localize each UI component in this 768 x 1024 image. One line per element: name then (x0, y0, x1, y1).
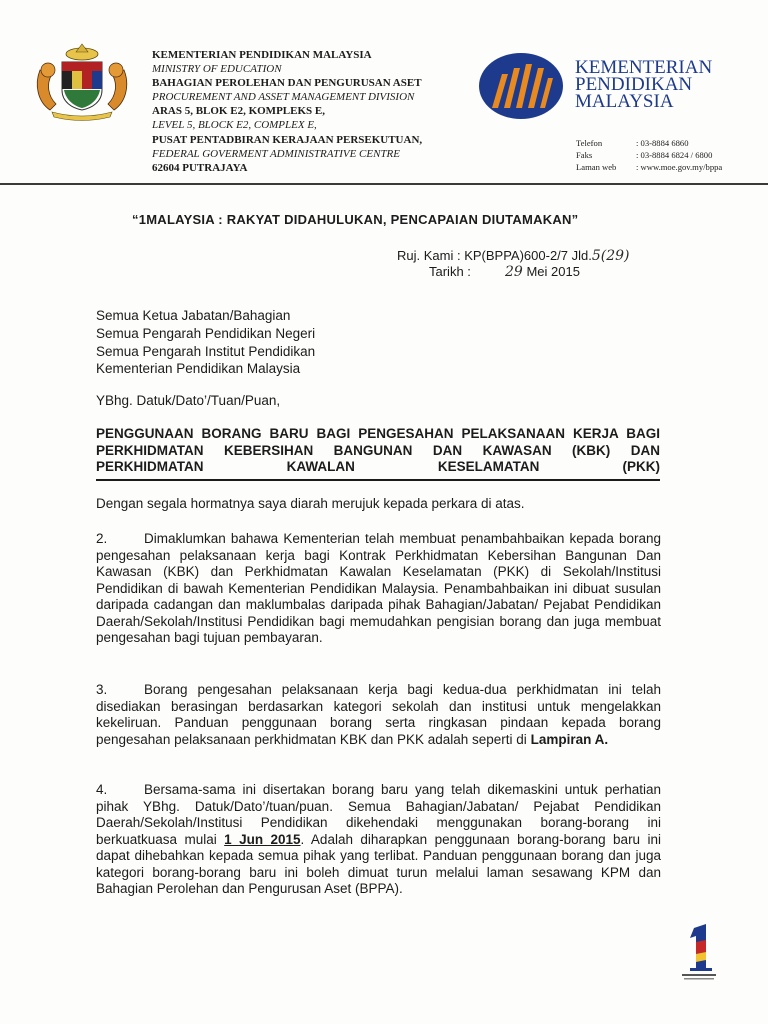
contact-website (576, 161, 722, 173)
recipient-line: Kementerian Pendidikan Malaysia (96, 361, 301, 377)
paragraph-number: 3. (96, 682, 108, 697)
paragraph-1: Dengan segala hormatnya saya diarah merujuk kepada perkara di atas. (96, 496, 525, 511)
coat-of-arms-icon (32, 40, 132, 122)
address-line-malay-1: ARAS 5, BLOK E2, KOMPLEKS E, (152, 105, 325, 118)
department-address (152, 48, 422, 175)
ministry-name-english: MINISTRY OF EDUCATION (152, 63, 282, 76)
paragraph-3 (96, 682, 661, 748)
contact-value: : www.moe.gov.my/bppa (636, 162, 723, 172)
paragraph-text: Borang pengesahan pelaksanaan kerja bagi kedua-dua perkhidmatan ini telah disediakan berasingan berdasarkan kategori sekolah dan institusi untuk mengelakkan kekeliruan. Panduan penggunaan borang serta ringkasan pindaan kepada borang pengesahan pelaksanaan perkhidmatan KBK dan PKK adalah seperti di (96, 682, 661, 747)
contact-label: Laman web (576, 162, 617, 172)
ruj-handwritten: 5(29) (591, 248, 630, 264)
date-handwritten: 29 (505, 264, 523, 280)
reference-number (397, 248, 630, 264)
reference-block (397, 248, 630, 280)
division-name-malay: BAHAGIAN PEROLEHAN DAN PENGURUSAN ASET (152, 77, 422, 90)
date-value: Mei 2015 (526, 264, 580, 279)
ministry-name-malay: KEMENTERIAN PENDIDIKAN MALAYSIA (152, 49, 372, 61)
contact-label: Telefon (576, 138, 603, 148)
paragraph-text: Bersama-sama ini disertakan borang baru yang telah dikemaskini untuk perhatian pihak YBhg. Datuk/Dato’/tuan/puan. Semua Bahagian/Jabatan/ Pejabat Pendidikan Daerah/Sekolah/Institusi Pendidikan dikehendaki menggunakan borang-borang ini berkuatkuasa mulai (96, 782, 661, 847)
paragraph-4 (96, 782, 661, 898)
date-label: Tarikh : (429, 264, 471, 279)
kpm-logo-line-1: KEMENTERIAN (575, 57, 713, 78)
contact-fax (576, 149, 722, 161)
salutation: YBhg. Datuk/Dato’/Tuan/Puan, (96, 393, 281, 408)
contact-phone (576, 137, 722, 149)
kpm-logo-line-3: MALAYSIA (575, 91, 674, 112)
contact-label: Faks (576, 150, 593, 160)
recipient-line: Semua Pengarah Pendidikan Negeri (96, 325, 316, 341)
recipient-list (96, 307, 315, 378)
recipient-line: Semua Ketua Jabatan/Bahagian (96, 308, 291, 323)
effective-date: 1 Jun 2015 (224, 831, 301, 847)
paragraph-2 (96, 531, 661, 647)
paragraph-text-continued: . Adalah diharapkan penggunaan borang-borang baru ini dapat dihebahkan kepada semua pihak yang terlibat. Panduan penggunaan borang dan juga kategori borang-borang baru ini boleh dimuat turun melalui laman sesawang KPM dan Bahagian Perolehan dan Pengurusan Aset (BPPA). (96, 831, 661, 896)
kpm-logo-text (575, 59, 712, 110)
postcode-line: 62604 PUTRAJAYA (152, 161, 248, 174)
paragraph-number: 4. (96, 782, 108, 797)
paragraph-end: . (604, 731, 609, 747)
kpm-logo-icon (478, 52, 564, 120)
division-name-english: PROCUREMENT AND ASSET MANAGEMENT DIVISION (152, 91, 415, 104)
address-line-malay-2: PUSAT PENTADBIRAN KERAJAAN PERSEKUTUAN, (152, 133, 423, 146)
paragraph-number: 2. (96, 531, 108, 546)
letter-subject: PENGGUNAAN BORANG BARU BAGI PENGESAHAN PELAKSANAAN KERJA BAGI PERKHIDMATAN KEBERSIHAN BANGUNAN DAN KAWASAN (KBK) DAN PERKHIDMATAN KAWALAN KESELAMATAN (PKK) (96, 426, 660, 475)
contact-value: : 03-8884 6824 / 6800 (636, 150, 713, 160)
header-divider (0, 183, 768, 185)
paragraph-text: Dimaklumkan bahawa Kementerian telah membuat penambahbaikan kepada borang pengesahan pelaksanaan kerja bagi Kontrak Perkhidmatan Kebersihan Bangunan Dan Kawasan (KBK) dan Perkhidmatan Kawalan Keselamatan (PKK) di Sekolah/Institusi Pendidikan di bawah Kementerian Pendidikan Malaysia. Penambahbaikan ini dibuat susulan daripada cadangan dan maklumbalas daripada pihak Bahagian/Jabatan/ Pejabat Pendidikan Daerah/Sekolah/Institusi Pendidikan bagi memudahkan pengisian borang dan juga membuat pengesahan bagi tujuan pembayaran. (96, 531, 661, 645)
contact-info (576, 137, 722, 173)
recipient-line: Semua Pengarah Institut Pendidikan (96, 343, 316, 359)
subject-underline (96, 479, 660, 481)
contact-value: : 03-8884 6860 (636, 138, 689, 148)
address-line-english-2: FEDERAL GOVERMENT ADMINISTRATIVE CENTRE (152, 147, 400, 160)
1malaysia-logo-icon (676, 922, 722, 984)
kpm-logo-line-2: PENDIDIKAN (575, 74, 693, 95)
ruj-label: Ruj. Kami : (397, 248, 461, 263)
attachment-reference: Lampiran A (530, 731, 605, 747)
address-line-english-1: LEVEL 5, BLOCK E2, COMPLEX E, (152, 119, 317, 132)
ruj-value: KP(BPPA)600-2/7 Jld. (464, 248, 592, 263)
reference-date (397, 264, 630, 280)
slogan: “1MALAYSIA : RAKYAT DIDAHULUKAN, PENCAPAIAN DIUTAMAKAN” (132, 212, 579, 227)
